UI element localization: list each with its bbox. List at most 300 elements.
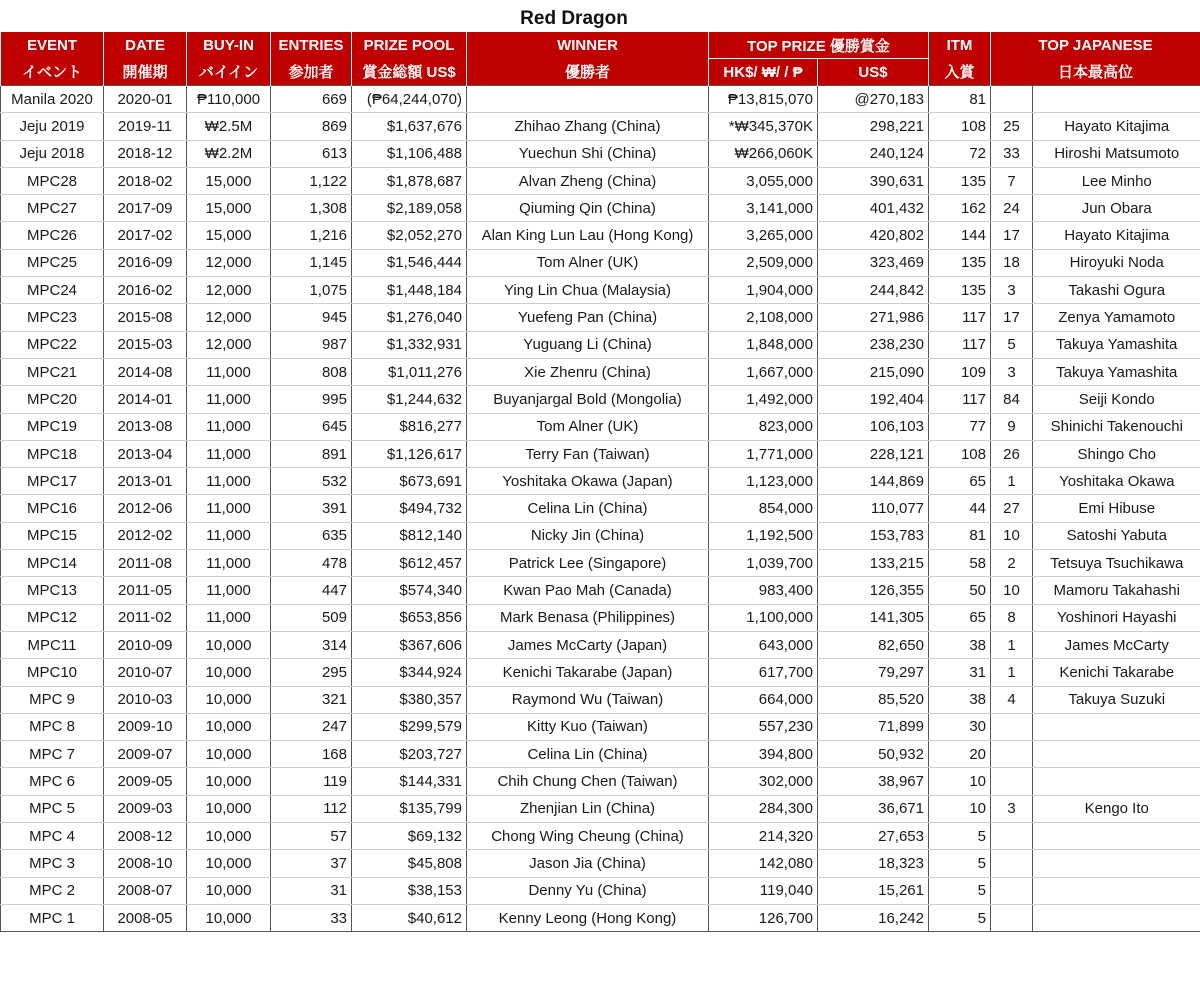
cell-date: 2014-01 [104, 386, 187, 413]
cell-jp-rank: 4 [991, 686, 1033, 713]
cell-prize-pool: (₱64,244,070) [352, 86, 467, 113]
table-body [1, 86, 1200, 932]
cell-prize-pool: $144,331 [352, 768, 467, 795]
table-row [1, 413, 1200, 440]
cell-date: 2012-02 [104, 522, 187, 549]
cell-itm: 117 [929, 304, 991, 331]
cell-date: 2011-02 [104, 604, 187, 631]
cell-jp-rank: 3 [991, 277, 1033, 304]
cell-top-prize-usd: 82,650 [818, 631, 929, 658]
cell-event: MPC26 [1, 222, 104, 249]
cell-event: MPC 4 [1, 823, 104, 850]
cell-jp-rank: 5 [991, 331, 1033, 358]
cell-jp-rank: 17 [991, 304, 1033, 331]
cell-event: MPC24 [1, 277, 104, 304]
cell-top-prize-local: 3,055,000 [709, 167, 818, 194]
cell-jp-rank [991, 850, 1033, 877]
cell-buyin: 12,000 [187, 304, 271, 331]
cell-event: MPC21 [1, 358, 104, 385]
cell-date: 2008-10 [104, 850, 187, 877]
cell-itm: 77 [929, 413, 991, 440]
cell-event: MPC28 [1, 167, 104, 194]
cell-prize-pool: $494,732 [352, 495, 467, 522]
cell-jp-name: Tetsuya Tsuchikawa [1033, 550, 1200, 577]
table-row [1, 495, 1200, 522]
cell-winner [467, 86, 709, 113]
header-prize-pool: PRIZE POOL [352, 32, 467, 59]
cell-entries: 295 [271, 659, 352, 686]
cell-winner: Chih Chung Chen (Taiwan) [467, 768, 709, 795]
cell-jp-name [1033, 741, 1200, 768]
cell-entries: 168 [271, 741, 352, 768]
header-date-jp: 開催期 [104, 59, 187, 86]
cell-buyin: 11,000 [187, 468, 271, 495]
cell-jp-rank: 33 [991, 140, 1033, 167]
cell-buyin: ₱110,000 [187, 86, 271, 113]
cell-jp-rank: 7 [991, 167, 1033, 194]
cell-entries: 31 [271, 877, 352, 904]
table-header [1, 32, 1200, 86]
cell-winner: Chong Wing Cheung (China) [467, 823, 709, 850]
cell-event: MPC18 [1, 440, 104, 467]
cell-top-prize-usd: 244,842 [818, 277, 929, 304]
cell-buyin: 11,000 [187, 577, 271, 604]
cell-entries: 37 [271, 850, 352, 877]
cell-itm: 135 [929, 167, 991, 194]
cell-jp-name: Shinichi Takenouchi [1033, 413, 1200, 440]
cell-entries: 391 [271, 495, 352, 522]
cell-itm: 81 [929, 86, 991, 113]
cell-entries: 1,308 [271, 195, 352, 222]
cell-winner: Kenny Leong (Hong Kong) [467, 904, 709, 931]
cell-entries: 247 [271, 713, 352, 740]
cell-buyin: 10,000 [187, 686, 271, 713]
cell-prize-pool: $38,153 [352, 877, 467, 904]
cell-winner: Yuguang Li (China) [467, 331, 709, 358]
cell-jp-name [1033, 823, 1200, 850]
cell-jp-name [1033, 850, 1200, 877]
cell-jp-rank [991, 741, 1033, 768]
table-row [1, 577, 1200, 604]
cell-prize-pool: $299,579 [352, 713, 467, 740]
cell-prize-pool: $1,332,931 [352, 331, 467, 358]
cell-itm: 65 [929, 604, 991, 631]
cell-winner: Alvan Zheng (China) [467, 167, 709, 194]
cell-event: MPC 8 [1, 713, 104, 740]
table-row [1, 713, 1200, 740]
cell-event: MPC12 [1, 604, 104, 631]
cell-entries: 987 [271, 331, 352, 358]
cell-jp-rank [991, 86, 1033, 113]
cell-jp-rank: 1 [991, 631, 1033, 658]
cell-top-prize-usd: 420,802 [818, 222, 929, 249]
cell-winner: Tom Alner (UK) [467, 413, 709, 440]
cell-top-prize-usd: 238,230 [818, 331, 929, 358]
table-row [1, 823, 1200, 850]
cell-jp-name: Takashi Ogura [1033, 277, 1200, 304]
cell-buyin: 15,000 [187, 222, 271, 249]
cell-top-prize-local: 3,141,000 [709, 195, 818, 222]
cell-itm: 58 [929, 550, 991, 577]
cell-jp-name: Takuya Yamashita [1033, 358, 1200, 385]
cell-top-prize-usd: 18,323 [818, 850, 929, 877]
cell-date: 2010-03 [104, 686, 187, 713]
cell-top-prize-usd: 141,305 [818, 604, 929, 631]
cell-itm: 20 [929, 741, 991, 768]
table-row [1, 850, 1200, 877]
cell-jp-name: Yoshitaka Okawa [1033, 468, 1200, 495]
cell-jp-name: Satoshi Yabuta [1033, 522, 1200, 549]
cell-top-prize-local: 643,000 [709, 631, 818, 658]
cell-buyin: 10,000 [187, 877, 271, 904]
cell-jp-name: Mamoru Takahashi [1033, 577, 1200, 604]
cell-date: 2008-05 [104, 904, 187, 931]
header-entries-jp: 参加者 [271, 59, 352, 86]
cell-jp-rank: 1 [991, 659, 1033, 686]
cell-jp-name [1033, 904, 1200, 931]
table-row [1, 277, 1200, 304]
cell-jp-name: Hiroyuki Noda [1033, 249, 1200, 276]
cell-buyin: 11,000 [187, 413, 271, 440]
cell-buyin: 15,000 [187, 195, 271, 222]
cell-entries: 321 [271, 686, 352, 713]
cell-itm: 5 [929, 877, 991, 904]
cell-top-prize-usd: 133,215 [818, 550, 929, 577]
header-date: DATE [104, 32, 187, 59]
table-row [1, 113, 1200, 140]
cell-top-prize-local: 983,400 [709, 577, 818, 604]
cell-itm: 30 [929, 713, 991, 740]
cell-date: 2009-07 [104, 741, 187, 768]
cell-top-prize-local: 2,509,000 [709, 249, 818, 276]
table-row [1, 249, 1200, 276]
cell-event: MPC 1 [1, 904, 104, 931]
header-event: EVENT [1, 32, 104, 59]
cell-itm: 135 [929, 277, 991, 304]
cell-jp-rank: 10 [991, 522, 1033, 549]
cell-entries: 1,075 [271, 277, 352, 304]
cell-prize-pool: $344,924 [352, 659, 467, 686]
cell-itm: 135 [929, 249, 991, 276]
cell-top-prize-usd: 192,404 [818, 386, 929, 413]
cell-buyin: 12,000 [187, 277, 271, 304]
cell-prize-pool: $2,189,058 [352, 195, 467, 222]
cell-itm: 10 [929, 768, 991, 795]
cell-jp-rank: 17 [991, 222, 1033, 249]
cell-itm: 162 [929, 195, 991, 222]
header-prize-pool-jp: 賞金総額 US$ [352, 59, 467, 86]
cell-prize-pool: $1,106,488 [352, 140, 467, 167]
cell-jp-name: Emi Hibuse [1033, 495, 1200, 522]
cell-jp-name: Yoshinori Hayashi [1033, 604, 1200, 631]
cell-event: MPC23 [1, 304, 104, 331]
cell-jp-rank: 25 [991, 113, 1033, 140]
cell-entries: 57 [271, 823, 352, 850]
cell-entries: 447 [271, 577, 352, 604]
cell-date: 2017-09 [104, 195, 187, 222]
cell-event: MPC14 [1, 550, 104, 577]
table-row [1, 140, 1200, 167]
cell-jp-name [1033, 877, 1200, 904]
cell-event: MPC22 [1, 331, 104, 358]
cell-winner: Patrick Lee (Singapore) [467, 550, 709, 577]
table-row [1, 686, 1200, 713]
cell-jp-rank [991, 904, 1033, 931]
cell-top-prize-usd: 144,869 [818, 468, 929, 495]
cell-jp-name: Kenichi Takarabe [1033, 659, 1200, 686]
table-row [1, 877, 1200, 904]
cell-top-prize-local: 1,904,000 [709, 277, 818, 304]
cell-itm: 38 [929, 631, 991, 658]
cell-top-prize-usd: 50,932 [818, 741, 929, 768]
cell-top-prize-usd: 16,242 [818, 904, 929, 931]
cell-date: 2016-09 [104, 249, 187, 276]
cell-entries: 478 [271, 550, 352, 577]
cell-date: 2014-08 [104, 358, 187, 385]
cell-top-prize-usd: 126,355 [818, 577, 929, 604]
cell-top-prize-usd: 228,121 [818, 440, 929, 467]
cell-top-prize-local: 1,123,000 [709, 468, 818, 495]
cell-buyin: 11,000 [187, 440, 271, 467]
cell-event: MPC17 [1, 468, 104, 495]
cell-jp-rank [991, 713, 1033, 740]
cell-date: 2010-09 [104, 631, 187, 658]
cell-entries: 1,145 [271, 249, 352, 276]
cell-itm: 65 [929, 468, 991, 495]
table-row [1, 386, 1200, 413]
cell-entries: 891 [271, 440, 352, 467]
cell-top-prize-usd: 79,297 [818, 659, 929, 686]
cell-date: 2017-02 [104, 222, 187, 249]
cell-winner: Yoshitaka Okawa (Japan) [467, 468, 709, 495]
header-itm-jp: 入賞 [929, 59, 991, 86]
cell-date: 2011-05 [104, 577, 187, 604]
table-row [1, 331, 1200, 358]
cell-top-prize-usd: 15,261 [818, 877, 929, 904]
cell-winner: James McCarty (Japan) [467, 631, 709, 658]
header-winner-jp: 優勝者 [467, 59, 709, 86]
cell-entries: 945 [271, 304, 352, 331]
cell-winner: Kwan Pao Mah (Canada) [467, 577, 709, 604]
cell-itm: 5 [929, 823, 991, 850]
cell-winner: Qiuming Qin (China) [467, 195, 709, 222]
cell-prize-pool: $1,126,617 [352, 440, 467, 467]
cell-top-prize-local: 664,000 [709, 686, 818, 713]
cell-entries: 613 [271, 140, 352, 167]
cell-top-prize-local: 1,100,000 [709, 604, 818, 631]
cell-entries: 532 [271, 468, 352, 495]
cell-buyin: 11,000 [187, 522, 271, 549]
cell-winner: Yuechun Shi (China) [467, 140, 709, 167]
table-row [1, 904, 1200, 931]
cell-date: 2015-08 [104, 304, 187, 331]
cell-top-prize-local: 1,492,000 [709, 386, 818, 413]
cell-top-prize-local: 142,080 [709, 850, 818, 877]
cell-jp-rank [991, 823, 1033, 850]
cell-winner: Ying Lin Chua (Malaysia) [467, 277, 709, 304]
cell-buyin: 10,000 [187, 631, 271, 658]
cell-buyin: 10,000 [187, 768, 271, 795]
cell-top-prize-local: ₱13,815,070 [709, 86, 818, 113]
cell-itm: 50 [929, 577, 991, 604]
cell-winner: Alan King Lun Lau (Hong Kong) [467, 222, 709, 249]
header-top-prize-local: HK$/ ₩/ / ₱ [709, 59, 818, 86]
cell-buyin: 12,000 [187, 331, 271, 358]
cell-top-prize-usd: 27,653 [818, 823, 929, 850]
cell-top-prize-usd: 390,631 [818, 167, 929, 194]
cell-event: MPC 5 [1, 795, 104, 822]
cell-top-prize-usd: 271,986 [818, 304, 929, 331]
cell-entries: 33 [271, 904, 352, 931]
cell-entries: 112 [271, 795, 352, 822]
cell-itm: 31 [929, 659, 991, 686]
header-top-japanese: TOP JAPANESE [991, 32, 1200, 59]
cell-event: MPC19 [1, 413, 104, 440]
cell-prize-pool: $574,340 [352, 577, 467, 604]
cell-jp-name: Hayato Kitajima [1033, 113, 1200, 140]
header-winner: WINNER [467, 32, 709, 59]
table-row [1, 195, 1200, 222]
cell-jp-name [1033, 768, 1200, 795]
cell-event: Jeju 2019 [1, 113, 104, 140]
cell-top-prize-local: 617,700 [709, 659, 818, 686]
cell-prize-pool: $367,606 [352, 631, 467, 658]
cell-buyin: 10,000 [187, 741, 271, 768]
cell-jp-name: Lee Minho [1033, 167, 1200, 194]
cell-top-prize-usd: 36,671 [818, 795, 929, 822]
cell-jp-name: Takuya Suzuki [1033, 686, 1200, 713]
cell-jp-name [1033, 713, 1200, 740]
cell-itm: 108 [929, 440, 991, 467]
cell-itm: 81 [929, 522, 991, 549]
cell-buyin: 11,000 [187, 550, 271, 577]
cell-date: 2008-07 [104, 877, 187, 904]
table-row [1, 522, 1200, 549]
cell-itm: 117 [929, 386, 991, 413]
results-table [0, 32, 1200, 932]
cell-event: MPC16 [1, 495, 104, 522]
cell-prize-pool: $380,357 [352, 686, 467, 713]
table-row [1, 795, 1200, 822]
cell-event: MPC 9 [1, 686, 104, 713]
cell-top-prize-local: 119,040 [709, 877, 818, 904]
cell-buyin: 10,000 [187, 795, 271, 822]
cell-winner: Kitty Kuo (Taiwan) [467, 713, 709, 740]
cell-jp-rank: 10 [991, 577, 1033, 604]
cell-entries: 645 [271, 413, 352, 440]
cell-winner: Xie Zhenru (China) [467, 358, 709, 385]
table-row [1, 167, 1200, 194]
cell-top-prize-local: 1,192,500 [709, 522, 818, 549]
cell-itm: 144 [929, 222, 991, 249]
cell-event: MPC 7 [1, 741, 104, 768]
cell-itm: 10 [929, 795, 991, 822]
cell-top-prize-usd: 38,967 [818, 768, 929, 795]
cell-itm: 109 [929, 358, 991, 385]
cell-winner: Zhihao Zhang (China) [467, 113, 709, 140]
cell-winner: Denny Yu (China) [467, 877, 709, 904]
cell-date: 2018-02 [104, 167, 187, 194]
cell-date: 2013-04 [104, 440, 187, 467]
cell-jp-rank: 9 [991, 413, 1033, 440]
cell-winner: Celina Lin (China) [467, 495, 709, 522]
cell-date: 2009-03 [104, 795, 187, 822]
cell-event: Manila 2020 [1, 86, 104, 113]
cell-date: 2020-01 [104, 86, 187, 113]
cell-jp-name: Takuya Yamashita [1033, 331, 1200, 358]
table-row [1, 604, 1200, 631]
cell-date: 2013-01 [104, 468, 187, 495]
cell-top-prize-local: *₩345,370K [709, 113, 818, 140]
cell-jp-name: James McCarty [1033, 631, 1200, 658]
cell-jp-rank [991, 768, 1033, 795]
cell-jp-rank [991, 877, 1033, 904]
cell-buyin: 10,000 [187, 713, 271, 740]
cell-event: MPC27 [1, 195, 104, 222]
cell-date: 2015-03 [104, 331, 187, 358]
table-row [1, 304, 1200, 331]
cell-top-prize-usd: 298,221 [818, 113, 929, 140]
cell-event: MPC20 [1, 386, 104, 413]
cell-event: MPC11 [1, 631, 104, 658]
cell-jp-rank: 3 [991, 795, 1033, 822]
cell-entries: 1,122 [271, 167, 352, 194]
cell-top-prize-local: 557,230 [709, 713, 818, 740]
cell-top-prize-local: 854,000 [709, 495, 818, 522]
cell-jp-rank: 2 [991, 550, 1033, 577]
cell-itm: 117 [929, 331, 991, 358]
cell-jp-name: Shingo Cho [1033, 440, 1200, 467]
cell-top-prize-usd: 215,090 [818, 358, 929, 385]
cell-entries: 669 [271, 86, 352, 113]
cell-buyin: 10,000 [187, 850, 271, 877]
cell-prize-pool: $1,637,676 [352, 113, 467, 140]
table-row [1, 358, 1200, 385]
cell-entries: 119 [271, 768, 352, 795]
cell-top-prize-local: 284,300 [709, 795, 818, 822]
cell-winner: Celina Lin (China) [467, 741, 709, 768]
cell-entries: 635 [271, 522, 352, 549]
table-row [1, 550, 1200, 577]
cell-buyin: ₩2.2M [187, 140, 271, 167]
cell-prize-pool: $1,878,687 [352, 167, 467, 194]
cell-top-prize-local: 394,800 [709, 741, 818, 768]
cell-top-prize-local: 1,667,000 [709, 358, 818, 385]
cell-jp-rank: 1 [991, 468, 1033, 495]
cell-top-prize-usd: 71,899 [818, 713, 929, 740]
cell-winner: Tom Alner (UK) [467, 249, 709, 276]
cell-date: 2012-06 [104, 495, 187, 522]
cell-itm: 5 [929, 850, 991, 877]
cell-jp-rank: 27 [991, 495, 1033, 522]
cell-entries: 314 [271, 631, 352, 658]
cell-buyin: 10,000 [187, 659, 271, 686]
cell-jp-rank: 26 [991, 440, 1033, 467]
cell-date: 2011-08 [104, 550, 187, 577]
cell-top-prize-usd: 401,432 [818, 195, 929, 222]
cell-buyin: 10,000 [187, 904, 271, 931]
cell-winner: Jason Jia (China) [467, 850, 709, 877]
cell-date: 2010-07 [104, 659, 187, 686]
cell-top-prize-local: 214,320 [709, 823, 818, 850]
table-row [1, 468, 1200, 495]
cell-jp-name: Seiji Kondo [1033, 386, 1200, 413]
table-row [1, 659, 1200, 686]
cell-jp-rank: 8 [991, 604, 1033, 631]
cell-winner: Nicky Jin (China) [467, 522, 709, 549]
cell-prize-pool: $673,691 [352, 468, 467, 495]
cell-jp-name: Hayato Kitajima [1033, 222, 1200, 249]
